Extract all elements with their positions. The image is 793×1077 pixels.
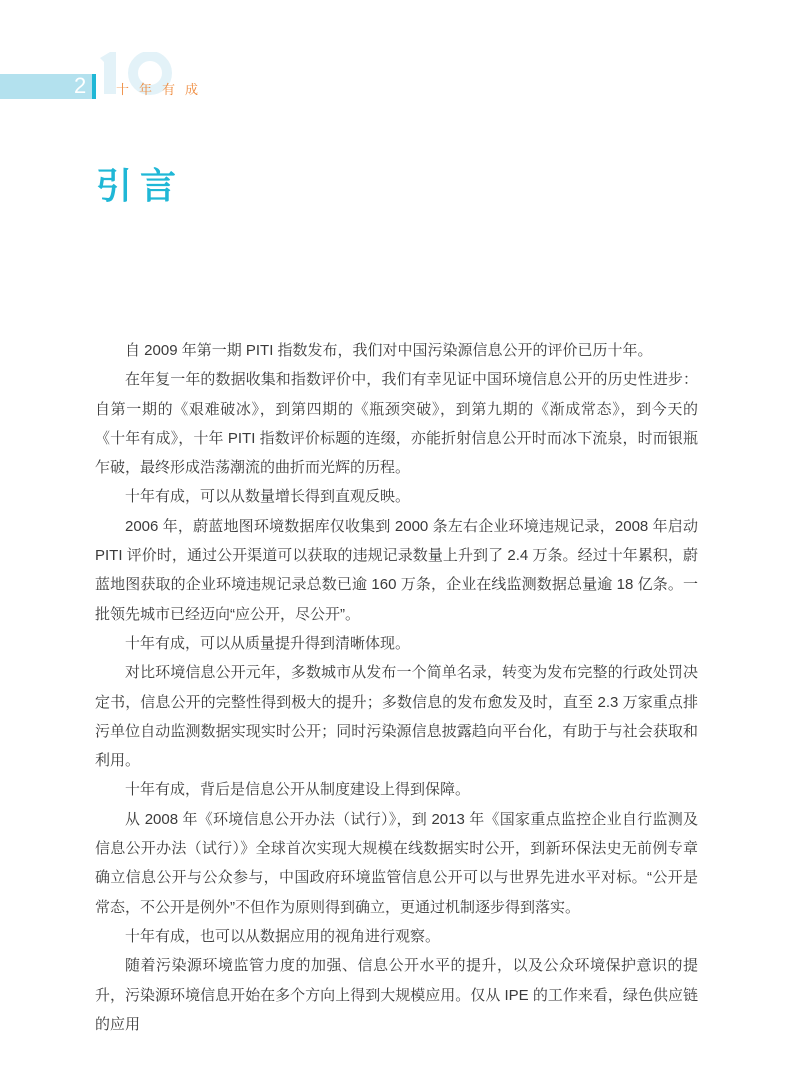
paragraph: 在年复一年的数据收集和指数评价中，我们有幸见证中国环境信息公开的历史性进步：自第一期的《艰难破冰》，到第四期的《瓶颈突破》，到第九期的《渐成常态》，到今天的《十年有成》，十年 PITI 指数评价标题的连缀，亦能折射信息公开时而冰下流泉，时而银瓶乍破，最终形成浩荡潮流的曲折而光辉的历程。 xyxy=(95,371,698,477)
page-title: 引言 xyxy=(96,165,185,206)
header-accent xyxy=(92,74,96,99)
paragraph: 从 2008 年《环境信息公开办法（试行）》，到 2013 年《国家重点监控企业自行监测及信息公开办法（试行）》全球首次实现大规模在线数据实时公开，到新环保法史无前例专章确立信息公开与公众参与，中国政府环境监管信息公开可以与世界先进水平对标。“公开是常态，不公开是例外”不但作为原则得到确立，更通过机制逐步得到落实。 xyxy=(95,810,698,916)
paragraph: 十年有成，也可以从数据应用的视角进行观察。 xyxy=(125,927,441,945)
body-text xyxy=(95,336,698,1039)
header-subtitle: 十年有成 xyxy=(116,82,209,97)
paragraph: 2006 年，蔚蓝地图环境数据库仅收集到 2000 条左右企业环境违规记录，2008 年启动 PITI 评价时，通过公开渠道可以获取的违规记录数量上升到了 2.4 万条。经过十年累积，蔚蓝地图获取的企业环境违规记录总数已逾 160 万条，企业在线监测数据总量逾 18 亿条。一批领先城市已经迈向“应公开，尽公开”。 xyxy=(95,517,698,623)
paragraph: 十年有成，可以从数量增长得到直观反映。 xyxy=(125,488,411,506)
paragraph: 自 2009 年第一期 PITI 指数发布，我们对中国污染源信息公开的评价已历十年。 xyxy=(125,342,653,359)
page-number: 2 xyxy=(74,73,87,98)
logo-digit-one xyxy=(100,52,116,94)
paragraph: 随着污染源环境监管力度的加强、信息公开水平的提升，以及公众环境保护意识的提升，污染源环境信息开始在多个方向上得到大规模应用。仅从 IPE 的工作来看，绿色供应链的应用 xyxy=(95,957,698,1033)
paragraph: 对比环境信息公开元年，多数城市从发布一个简单名录，转变为发布完整的行政处罚决定书，信息公开的完整性得到极大的提升；多数信息的发布愈发及时，直至 2.3 万家重点排污单位自动监测数据实现实时公开；同时污染源信息披露趋向平台化，有助于与社会获取和利用。 xyxy=(95,664,698,770)
paragraph: 十年有成，背后是信息公开从制度建设上得到保障。 xyxy=(125,781,471,799)
paragraph: 十年有成，可以从质量提升得到清晰体现。 xyxy=(125,634,411,652)
